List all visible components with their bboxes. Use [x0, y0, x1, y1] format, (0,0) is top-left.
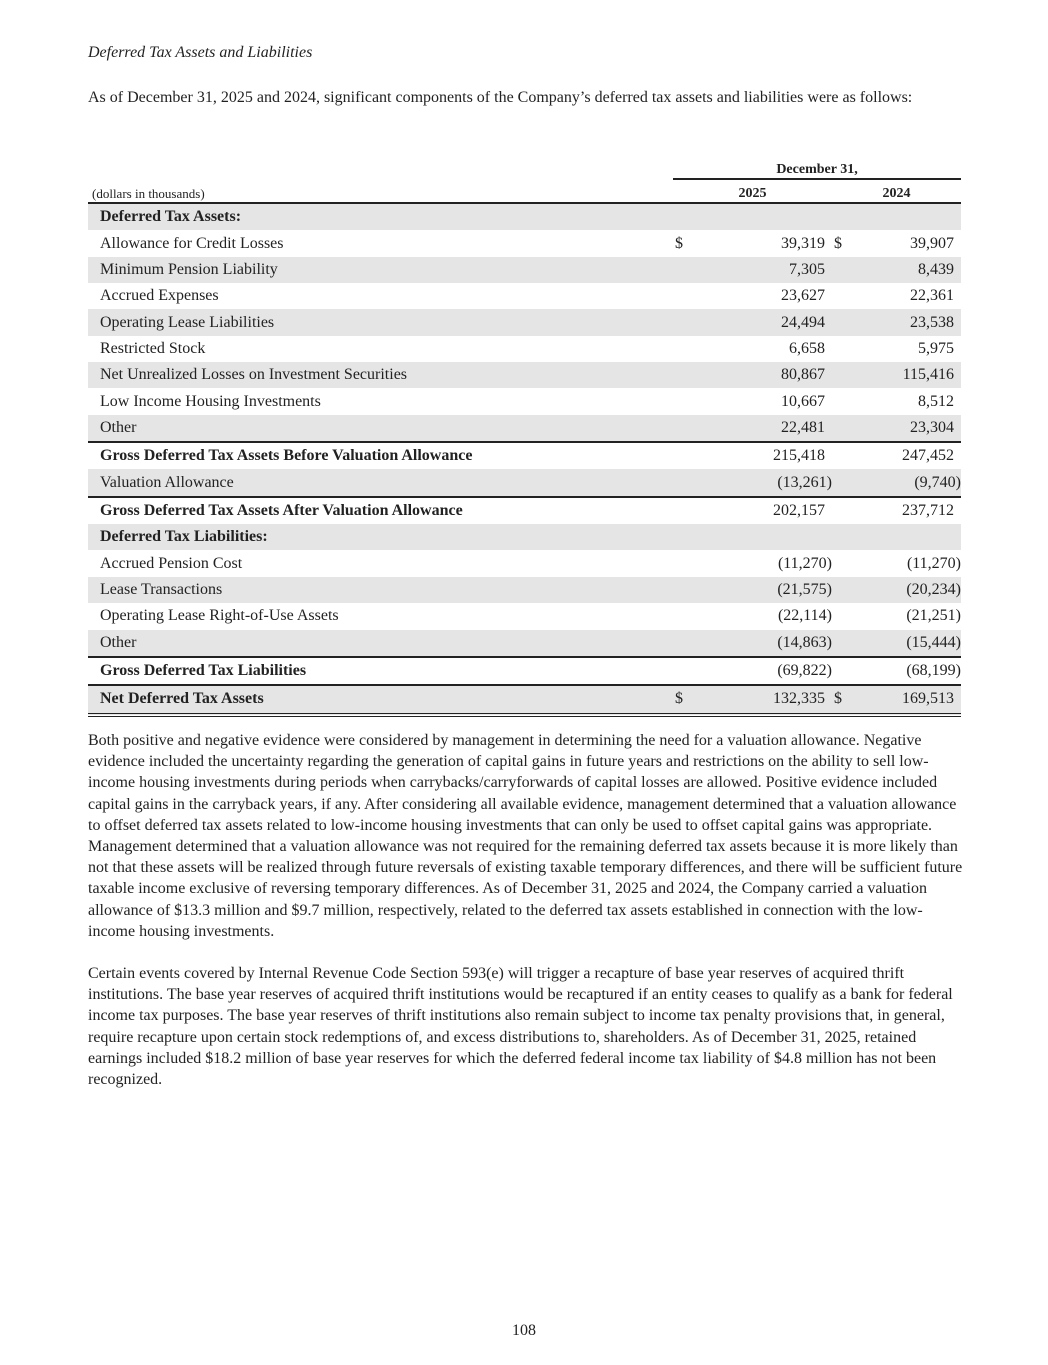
table-row — [88, 362, 961, 388]
value-2025: 132,335 — [698, 685, 832, 714]
value-2025: (69,822) — [698, 657, 832, 685]
value-2025: 23,627 — [781, 287, 825, 305]
currency-symbol-2025: $ — [675, 234, 683, 252]
currency-symbol-2024 — [832, 309, 844, 335]
row-empty — [844, 203, 961, 230]
currency-symbol-2025 — [673, 469, 698, 496]
value-2024: (11,270) — [906, 554, 961, 572]
table-row — [88, 657, 961, 685]
currency-symbol-2024 — [832, 388, 844, 414]
table-row — [88, 469, 961, 496]
table-row — [88, 388, 961, 414]
value-2024: 22,361 — [910, 287, 954, 305]
row-label: Accrued Expenses — [100, 287, 219, 305]
table-row — [88, 524, 961, 550]
currency-symbol-2025 — [673, 657, 698, 685]
value-2024: 169,513 — [844, 685, 961, 714]
currency-symbol-2024 — [832, 657, 844, 685]
year-header-2024: 2024 — [832, 179, 961, 203]
value-2024: (21,251) — [906, 607, 961, 625]
row-label: Deferred Tax Liabilities: — [88, 524, 673, 550]
currency-symbol-2025 — [673, 362, 698, 388]
table-row — [88, 497, 961, 524]
row-label: Deferred Tax Assets: — [88, 203, 673, 230]
row-label: Minimum Pension Liability — [88, 257, 673, 283]
table-row — [88, 230, 961, 256]
currency-symbol-2025 — [673, 257, 698, 283]
year-header-2025: 2025 — [673, 179, 832, 203]
table-row — [88, 283, 961, 309]
row-label: Valuation Allowance — [88, 469, 673, 496]
row-label: Net Deferred Tax Assets — [88, 685, 673, 714]
currency-symbol-2024 — [832, 257, 844, 283]
value-2024: (20,234) — [844, 577, 961, 603]
value-2024: 23,304 — [844, 415, 961, 442]
value-2024: (68,199) — [844, 657, 961, 685]
value-2024: 237,712 — [844, 497, 961, 524]
currency-symbol-2025 — [673, 388, 698, 414]
table-row — [88, 630, 961, 657]
currency-symbol-2025 — [673, 603, 698, 629]
row-label: Allowance for Credit Losses — [100, 234, 284, 252]
value-2024: 8,512 — [918, 392, 954, 410]
currency-symbol-2024: $ — [834, 234, 842, 252]
row-label: Operating Lease Right-of-Use Assets — [100, 607, 339, 625]
table-row — [88, 309, 961, 335]
row-empty — [832, 524, 844, 550]
value-2025: 24,494 — [698, 309, 832, 335]
currency-symbol-2024 — [832, 469, 844, 496]
valuation-allowance-paragraph: Both positive and negative evidence were considered by management in determining the need for a valuation allowance. Negative evidence included the uncertainty regarding the generation of capital gains in future years and restrictions on the ability to sell low-income housing investments during periods when carrybacks/carryforwards of capital losses are allowed. Positive evidence included capital gains in the carryback years, if any. After considering all available evidence, management determined that a valuation allowance to offset deferred tax assets related to low-income housing investments that can only be used to offset capital gains was appropriate. Management determined that a valuation allowance was not required for the remaining deferred tax assets because it is more likely than not that these assets will be realized through future reversals of existing taxable temporary differences, and there will be sufficient future taxable income exclusive of reversing temporary differences. As of December 31, 2025 and 2024, the Company carried a valuation allowance of $13.3 million and $9.7 million, respectively, related to the deferred tax assets established in connection with the low-income housing investments. — [88, 732, 963, 940]
row-label: Gross Deferred Tax Assets After Valuation Allowance — [88, 497, 673, 524]
value-2025: (11,270) — [777, 554, 832, 572]
currency-symbol-2024 — [832, 603, 844, 629]
value-2025: (22,114) — [777, 607, 832, 625]
table-row — [88, 685, 961, 714]
value-2024: 23,538 — [844, 309, 961, 335]
value-2025: 80,867 — [698, 362, 832, 388]
table-row — [88, 336, 961, 362]
currency-symbol-2024 — [832, 336, 844, 362]
body-text — [88, 730, 963, 1111]
value-2024: (9,740) — [844, 469, 961, 496]
table-row — [88, 442, 961, 469]
row-empty — [832, 203, 844, 230]
value-2025: 22,481 — [698, 415, 832, 442]
value-2024: 8,439 — [844, 257, 961, 283]
value-2025: (21,575) — [698, 577, 832, 603]
currency-symbol-2024 — [832, 497, 844, 524]
currency-symbol-2025 — [673, 336, 698, 362]
value-2024: 39,907 — [910, 234, 954, 252]
currency-symbol-2025 — [673, 283, 698, 309]
currency-symbol-2024 — [832, 577, 844, 603]
value-2024: 115,416 — [844, 362, 961, 388]
table-row — [88, 203, 961, 230]
section-title: Deferred Tax Assets and Liabilities — [88, 44, 313, 61]
currency-symbol-2024 — [832, 415, 844, 442]
currency-symbol-2025 — [673, 497, 698, 524]
table-row — [88, 415, 961, 442]
currency-symbol-2025 — [673, 309, 698, 335]
currency-symbol-2024 — [832, 550, 844, 576]
value-2025: 39,319 — [781, 234, 825, 252]
table-header-year-row — [88, 179, 961, 203]
currency-symbol-2025 — [673, 415, 698, 442]
value-2025: (14,863) — [698, 630, 832, 657]
date-header: December 31, — [673, 156, 961, 179]
table-row — [88, 550, 961, 576]
currency-symbol-2024 — [832, 442, 844, 469]
row-label: Operating Lease Liabilities — [88, 309, 673, 335]
value-2024: (15,444) — [844, 630, 961, 657]
row-label: Other — [88, 415, 673, 442]
value-2025: 7,305 — [698, 257, 832, 283]
value-2025: 215,418 — [698, 442, 832, 469]
currency-symbol-2025: $ — [673, 685, 698, 714]
deferred-tax-table — [88, 156, 961, 717]
row-label: Lease Transactions — [88, 577, 673, 603]
table-row — [88, 577, 961, 603]
value-2025: 10,667 — [781, 392, 825, 410]
base-year-reserves-paragraph: Certain events covered by Internal Revenue Code Section 593(e) will trigger a recapture of base year reserves of acquired thrift institutions. The base year reserves of acquired thrift institutions would be recaptured if an entity ceases to qualify as a bank for federal income tax purposes. The base year reserves of thrift institutions also remain subject to income tax penalty provisions that, in general, require recapture upon certain stock redemptions of, and excess distributions to, shareholders. As of December 31, 2025, retained earnings included $18.2 million of base year reserves for which the deferred federal income tax liability of $4.8 million has not been recognized. — [88, 965, 953, 1089]
currency-symbol-2024 — [832, 630, 844, 657]
row-empty — [844, 524, 961, 550]
row-label: Net Unrealized Losses on Investment Securities — [88, 362, 673, 388]
currency-symbol-2025 — [673, 577, 698, 603]
value-2025: (13,261) — [698, 469, 832, 496]
row-empty — [673, 203, 698, 230]
page-number: 108 — [512, 1322, 536, 1339]
currency-symbol-2025 — [673, 442, 698, 469]
row-empty — [698, 203, 832, 230]
currency-symbol-2024 — [832, 362, 844, 388]
row-label: Accrued Pension Cost — [100, 554, 243, 572]
row-label: Low Income Housing Investments — [100, 392, 321, 410]
currency-symbol-2025 — [673, 630, 698, 657]
currency-symbol-2024: $ — [832, 685, 844, 714]
value-2024: 247,452 — [844, 442, 961, 469]
row-empty — [673, 524, 698, 550]
value-2025: 202,157 — [698, 497, 832, 524]
currency-symbol-2024 — [832, 283, 844, 309]
currency-symbol-2025 — [673, 550, 698, 576]
row-label: Gross Deferred Tax Liabilities — [88, 657, 673, 685]
table-header-date-row — [88, 156, 961, 179]
row-empty — [698, 524, 832, 550]
units-label: (dollars in thousands) — [92, 186, 205, 201]
intro-paragraph: As of December 31, 2025 and 2024, significant components of the Company’s deferred tax assets and liabilities were as follows: — [88, 89, 913, 106]
row-label: Other — [88, 630, 673, 657]
row-label: Restricted Stock — [100, 339, 206, 357]
table-row — [88, 257, 961, 283]
table-row — [88, 603, 961, 629]
value-2024: 5,975 — [918, 339, 954, 357]
value-2025: 6,658 — [789, 339, 825, 357]
row-label: Gross Deferred Tax Assets Before Valuation Allowance — [88, 442, 673, 469]
